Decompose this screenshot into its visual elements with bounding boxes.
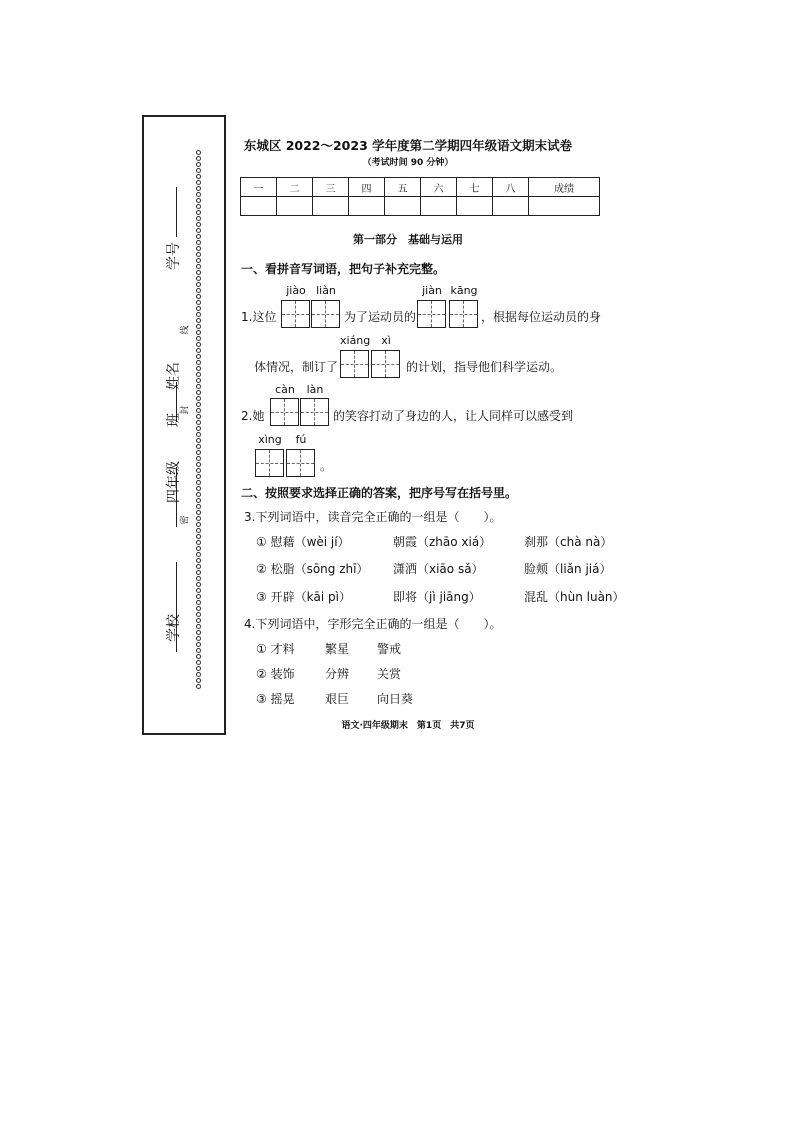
char-box[interactable] <box>281 300 310 328</box>
seal-dot <box>196 618 201 623</box>
score-cell-total[interactable] <box>529 197 600 216</box>
q2-end: 。 <box>320 459 333 473</box>
seal-dot <box>196 204 201 209</box>
seal-dot <box>196 276 201 281</box>
seal-dot <box>196 228 201 233</box>
seal-dot <box>196 678 201 683</box>
seal-dot <box>196 216 201 221</box>
student-no-label: 学号 <box>166 242 182 270</box>
seal-dot <box>196 642 201 647</box>
seal-dot <box>196 510 201 515</box>
q4-option-1b: 繁星 <box>325 642 350 656</box>
seal-dot <box>196 534 201 539</box>
score-cell[interactable] <box>493 197 529 216</box>
q3-option-2a: ② 松脂（sōng zhī） <box>256 562 369 576</box>
pinyin: làn <box>306 383 324 396</box>
seal-dot <box>196 660 201 665</box>
seal-dot <box>196 432 201 437</box>
pinyin: jiào <box>286 284 306 297</box>
seal-dot <box>196 408 201 413</box>
seal-dot <box>196 378 201 383</box>
char-box[interactable] <box>286 449 315 477</box>
seal-dot <box>196 210 201 215</box>
char-box[interactable] <box>311 300 340 328</box>
seal-dot <box>196 150 201 155</box>
seal-dot <box>196 546 201 551</box>
char-box[interactable] <box>449 300 478 328</box>
score-col: 五 <box>385 178 421 197</box>
char-box[interactable] <box>255 449 284 477</box>
q3-option-3b: 即将（jì jiāng） <box>393 590 481 604</box>
seal-dot <box>196 480 201 485</box>
seal-dot <box>196 234 201 239</box>
score-cell[interactable] <box>313 197 349 216</box>
q3-option-2c: 脸颊（liǎn jiá） <box>524 562 612 576</box>
seal-dot <box>196 300 201 305</box>
seal-dot <box>196 450 201 455</box>
score-col: 二 <box>277 178 313 197</box>
seal-dot <box>196 654 201 659</box>
seal-dot <box>196 492 201 497</box>
seal-dot <box>196 666 201 671</box>
seal-dot <box>196 414 201 419</box>
seal-dot <box>196 558 201 563</box>
seal-dot <box>196 360 201 365</box>
pinyin: xìng <box>258 433 282 446</box>
char-box[interactable] <box>340 350 369 378</box>
seal-dot <box>196 426 201 431</box>
seal-dot <box>196 366 201 371</box>
score-cell[interactable] <box>457 197 493 216</box>
pinyin: fú <box>295 433 307 446</box>
seal-mark-seal: 封 <box>180 405 191 415</box>
seal-dot <box>196 264 201 269</box>
seal-dot <box>196 420 201 425</box>
seal-dot <box>196 552 201 557</box>
seal-dot <box>196 522 201 527</box>
char-box[interactable] <box>371 350 400 378</box>
seal-dot <box>196 588 201 593</box>
seal-dot <box>196 582 201 587</box>
seal-dot <box>196 462 201 467</box>
score-col: 七 <box>457 178 493 197</box>
q4-option-3c: 向日葵 <box>377 692 414 706</box>
seal-dot <box>196 468 201 473</box>
seal-dot <box>196 648 201 653</box>
seal-dot <box>196 282 201 287</box>
seal-dot <box>196 672 201 677</box>
pinyin: xì <box>381 334 391 347</box>
seal-dot <box>196 324 201 329</box>
q4-option-2b: 分辨 <box>325 667 350 681</box>
pinyin: càn <box>275 383 295 396</box>
score-table-header-row <box>241 178 600 197</box>
seal-dot <box>196 336 201 341</box>
q4-option-3b: 艰巨 <box>325 692 350 706</box>
pinyin: kāng <box>450 284 478 297</box>
seal-dot <box>196 258 201 263</box>
q1-line2-prefix: 体情况，制订了 <box>254 360 339 374</box>
seal-dot <box>196 306 201 311</box>
q3-option-3a: ③ 开辟（kāi pì） <box>256 590 351 604</box>
q3-option-1b: 朝霞（zhāo xiá） <box>393 535 492 549</box>
seal-dot <box>196 330 201 335</box>
seal-dot <box>196 396 201 401</box>
seal-dot <box>196 168 201 173</box>
section-heading: 第一部分 基础与运用 <box>353 233 463 246</box>
seal-dot <box>196 606 201 611</box>
q4-option-1c: 警戒 <box>377 642 402 656</box>
seal-dot <box>196 600 201 605</box>
score-cell[interactable] <box>277 197 313 216</box>
score-col: 一 <box>241 178 277 197</box>
seal-dot <box>196 312 201 317</box>
pinyin: liàn <box>316 284 336 297</box>
q3-option-1a: ① 慰藉（wèi jí） <box>256 535 350 549</box>
score-col: 六 <box>421 178 457 197</box>
q1-mid: 为了运动员的 <box>344 310 417 324</box>
seal-mark-secret: 密 <box>180 515 191 525</box>
seal-dot <box>196 192 201 197</box>
seal-dot <box>196 636 201 641</box>
q4-option-3a: ③ 摇晃 <box>256 692 295 706</box>
seal-dot <box>196 594 201 599</box>
score-cell[interactable] <box>349 197 385 216</box>
seal-dot <box>196 384 201 389</box>
school-label: 学校 <box>166 614 182 642</box>
seal-dot <box>196 570 201 575</box>
seal-dot <box>196 348 201 353</box>
q3-stem: 3.下列词语中，读音完全正确的一组是（ ）。 <box>244 510 502 524</box>
score-col: 四 <box>349 178 385 197</box>
seal-dot <box>196 174 201 179</box>
exam-title: 东城区 2022～2023 学年度第二学期四年级语文期末试卷 <box>243 138 573 153</box>
seal-dot <box>196 180 201 185</box>
seal-dot <box>196 198 201 203</box>
char-box[interactable] <box>270 398 299 426</box>
seal-dot <box>196 186 201 191</box>
part1-heading: 一、看拼音写词语，把句子补充完整。 <box>241 262 446 276</box>
seal-dot <box>196 246 201 251</box>
page-footer: 语文·四年级期末 第1页 共7页 <box>341 721 475 731</box>
char-box[interactable] <box>417 300 446 328</box>
seal-dot <box>196 564 201 569</box>
pinyin: jiàn <box>422 284 442 297</box>
char-box[interactable] <box>300 398 329 426</box>
seal-dot <box>196 684 201 689</box>
seal-dot <box>196 528 201 533</box>
exam-time: （考试时间 90 分钟） <box>362 158 454 168</box>
seal-dot <box>196 516 201 521</box>
q4-option-2a: ② 装饰 <box>256 667 295 681</box>
q1-suffix: ，根据每位运动员的身 <box>481 310 602 324</box>
score-cell[interactable] <box>241 197 277 216</box>
q3-option-3c: 混乱（hùn luàn） <box>524 590 625 604</box>
score-cell[interactable] <box>421 197 457 216</box>
q2-prefix: 2.她 <box>241 409 265 423</box>
seal-dot <box>196 624 201 629</box>
grade-label: 四年级 <box>166 461 182 503</box>
q4-option-1a: ① 才料 <box>256 642 295 656</box>
part2-heading: 二、按照要求选择正确的答案，把序号写在括号里。 <box>241 486 518 500</box>
seal-dot <box>196 162 201 167</box>
seal-dot <box>196 318 201 323</box>
q4-option-2c: 关赏 <box>377 667 402 681</box>
seal-dot <box>196 504 201 509</box>
q1-line2-suffix: 的计划，指导他们科学运动。 <box>406 360 563 374</box>
seal-dot <box>196 576 201 581</box>
seal-dot <box>196 372 201 377</box>
seal-dot-line <box>196 150 204 690</box>
pinyin: xiáng <box>340 334 371 347</box>
seal-dot <box>196 540 201 545</box>
q4-stem: 4.下列词语中，字形完全正确的一组是（ ）。 <box>244 617 502 631</box>
name-label: 姓名 <box>166 362 182 390</box>
seal-dot <box>196 456 201 461</box>
seal-dot <box>196 342 201 347</box>
seal-dot <box>196 156 201 161</box>
score-table-blank-row <box>241 197 600 216</box>
score-col: 八 <box>493 178 529 197</box>
seal-dot <box>196 354 201 359</box>
seal-dot <box>196 486 201 491</box>
q3-option-1c: 刹那（chà nà） <box>524 535 613 549</box>
seal-dot <box>196 270 201 275</box>
score-col-total: 成绩 <box>529 178 600 197</box>
seal-dot <box>196 288 201 293</box>
student-no-blank <box>176 187 177 237</box>
class-label: 班 <box>166 413 182 427</box>
seal-dot <box>196 402 201 407</box>
score-col: 三 <box>313 178 349 197</box>
seal-dot <box>196 438 201 443</box>
q2-suffix: 的笑容打动了身边的人，让人同样可以感受到 <box>333 409 574 423</box>
seal-dot <box>196 630 201 635</box>
score-table <box>240 177 600 216</box>
seal-dot <box>196 474 201 479</box>
seal-dot <box>196 240 201 245</box>
binding-strip <box>142 115 226 735</box>
score-cell[interactable] <box>385 197 421 216</box>
seal-dot <box>196 252 201 257</box>
seal-mark-line: 线 <box>180 325 191 335</box>
q1-prefix: 1.这位 <box>241 310 277 324</box>
seal-dot <box>196 612 201 617</box>
seal-dot <box>196 498 201 503</box>
seal-dot <box>196 294 201 299</box>
seal-dot <box>196 444 201 449</box>
seal-dot <box>196 222 201 227</box>
q3-option-2b: 潇洒（xiāo sǎ） <box>393 562 484 576</box>
seal-dot <box>196 390 201 395</box>
